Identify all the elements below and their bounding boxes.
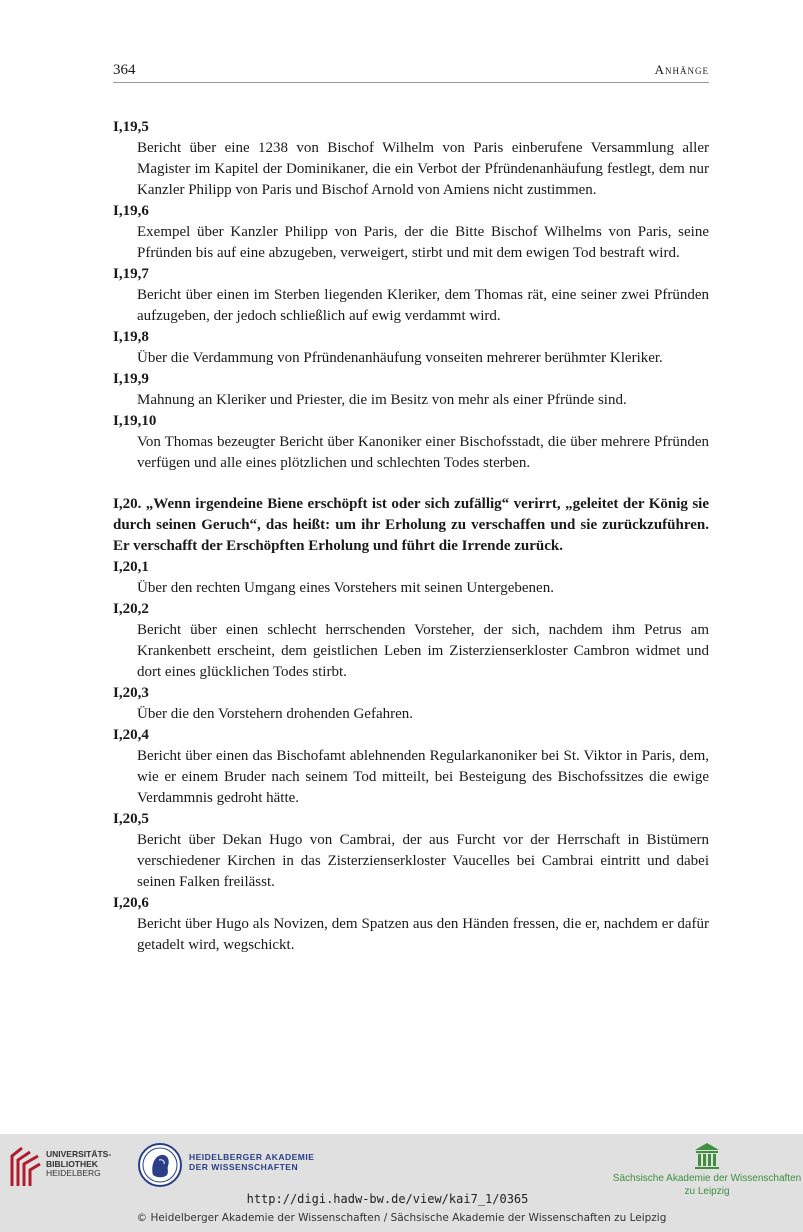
entry-text: Über den rechten Umgang eines Vorstehers mit seinen Untergebenen. xyxy=(137,580,554,596)
section-heading-i20: I,20. „Wenn irgendeine Biene erschöpft ist oder sich zufällig“ verirrt, „geleitet der König sie durch seinen Geruch“, das heißt: um ihr Erholung zu verschaffen und sie zurückzuführen. Er verschafft der Erschöpften Erholung und führt die Irrende zurück. xyxy=(113,496,709,554)
entry-id: I,19,7 xyxy=(113,266,149,282)
ub-name-line3: HEIDELBERG xyxy=(46,1168,101,1178)
entry-text: Über die den Vorstehern drohenden Gefahren. xyxy=(137,706,414,722)
entry-text: Mahnung an Kleriker und Priester, die im Besitz von mehr als einer Pfründe sind. xyxy=(137,392,627,408)
entry-id: I,19,5 xyxy=(113,119,149,135)
entry-text: Exempel über Kanzler Philipp von Paris, der die Bitte Bischof Wilhelms von Paris, seine Pfründen bis auf eine abzugeben, verweigert, stirbt und mit dem ewigen Tod bestraft wird. xyxy=(137,224,709,261)
academy-name xyxy=(189,1152,314,1172)
footer-bar xyxy=(0,1134,803,1232)
page-content xyxy=(113,117,709,956)
entry-text: Bericht über eine 1238 von Bischof Wilhelm von Paris einberufene Versammlung aller Magister im Kapitel der Dominikaner, die ein Verbot der Pfründenanhäufung festlegt, dem nur Kanzler Philipp von Paris und Bischof Arnold von Amiens nicht zustimmen. xyxy=(137,140,709,198)
entry-text: Über die Verdammung von Pfründenanhäufung vonseiten mehrerer berühmter Kleriker. xyxy=(137,350,663,366)
entry-text: Bericht über einen das Bischofamt ablehnenden Regularkanoniker bei St. Viktor in Paris, dem, wie er einem Bruder nach seinem Tod mitteilt, bei Besteigung des Bischofssitzes die ewige Verdammnis gedroht hätte. xyxy=(137,748,709,806)
entry-id: I,20,6 xyxy=(113,895,149,911)
entry-id: I,19,9 xyxy=(113,371,149,387)
entry-id: I,20,3 xyxy=(113,685,149,701)
permalink-url[interactable]: http://digi.hadw-bw.de/view/kai7_1/0365 xyxy=(246,1192,529,1206)
entry-id: I,19,8 xyxy=(113,329,149,345)
entry-text: Bericht über Dekan Hugo von Cambrai, der aus Furcht vor der Herrschaft in Bistümern verschiedener Kirchen in das Zisterzienserkloster Vaucelles bei Cambrai eintritt und dabei seinen Falken freilässt. xyxy=(137,832,709,890)
entry-text: Bericht über einen im Sterben liegenden Kleriker, dem Thomas rät, eine seiner zwei Pfründen aufzugeben, der jedoch schließlich auf ewig verdammt wird. xyxy=(137,287,709,324)
entry-text: Von Thomas bezeugter Bericht über Kanoniker einer Bischofsstadt, die über mehrere Pfründen verfügen und alle eines plötzlichen und schlechten Todes sterben. xyxy=(137,434,709,471)
saxon-name-line2: zu Leipzig xyxy=(684,1186,730,1197)
ub-name-line2: BIBLIOTHEK xyxy=(46,1158,98,1169)
running-head: Anhänge xyxy=(654,62,709,77)
page-number: 364 xyxy=(113,62,136,78)
entry-text: Bericht über einen schlecht herrschenden Vorsteher, der sich, nachdem ihm Petrus am Krankenbett erscheint, dem geistlichen Leben im Zisterzienserkloster Cambron widmet und dort eines glücklichen Todes stirbt. xyxy=(137,622,709,680)
hadw-name-line2: DER WISSENSCHAFTEN xyxy=(189,1162,299,1172)
entry-id: I,20,5 xyxy=(113,811,149,827)
ub-name-line1: UNIVERSITÄTS- xyxy=(46,1149,112,1159)
entry-id: I,19,10 xyxy=(113,413,157,429)
entry-list-i19 xyxy=(113,117,709,474)
saxon-academy-building-icon xyxy=(692,1142,722,1170)
university-library-name xyxy=(46,1150,111,1179)
entry-id: I,19,6 xyxy=(113,203,149,219)
hadw-name-line1: HEIDELBERGER AKADEMIE xyxy=(189,1152,315,1162)
academy-head-logo-icon xyxy=(137,1142,183,1188)
entry-id: I,20,1 xyxy=(113,559,149,575)
entry-id: I,20,4 xyxy=(113,727,149,743)
page-header xyxy=(113,60,709,83)
university-library-logo-icon xyxy=(8,1142,44,1188)
copyright-notice: © Heidelberger Akademie der Wissenschaften / Sächsische Akademie der Wissenschaften zu Leipzig xyxy=(136,1212,667,1224)
entry-list-i20 xyxy=(113,557,709,956)
entry-text: Bericht über Hugo als Novizen, dem Spatzen aus den Händen fressen, die er, nachdem er dafür getadelt wird, wegschickt. xyxy=(137,916,709,953)
saxon-name-line1: Sächsische Akademie der Wissenschaften xyxy=(612,1173,802,1184)
entry-id: I,20,2 xyxy=(113,601,149,617)
